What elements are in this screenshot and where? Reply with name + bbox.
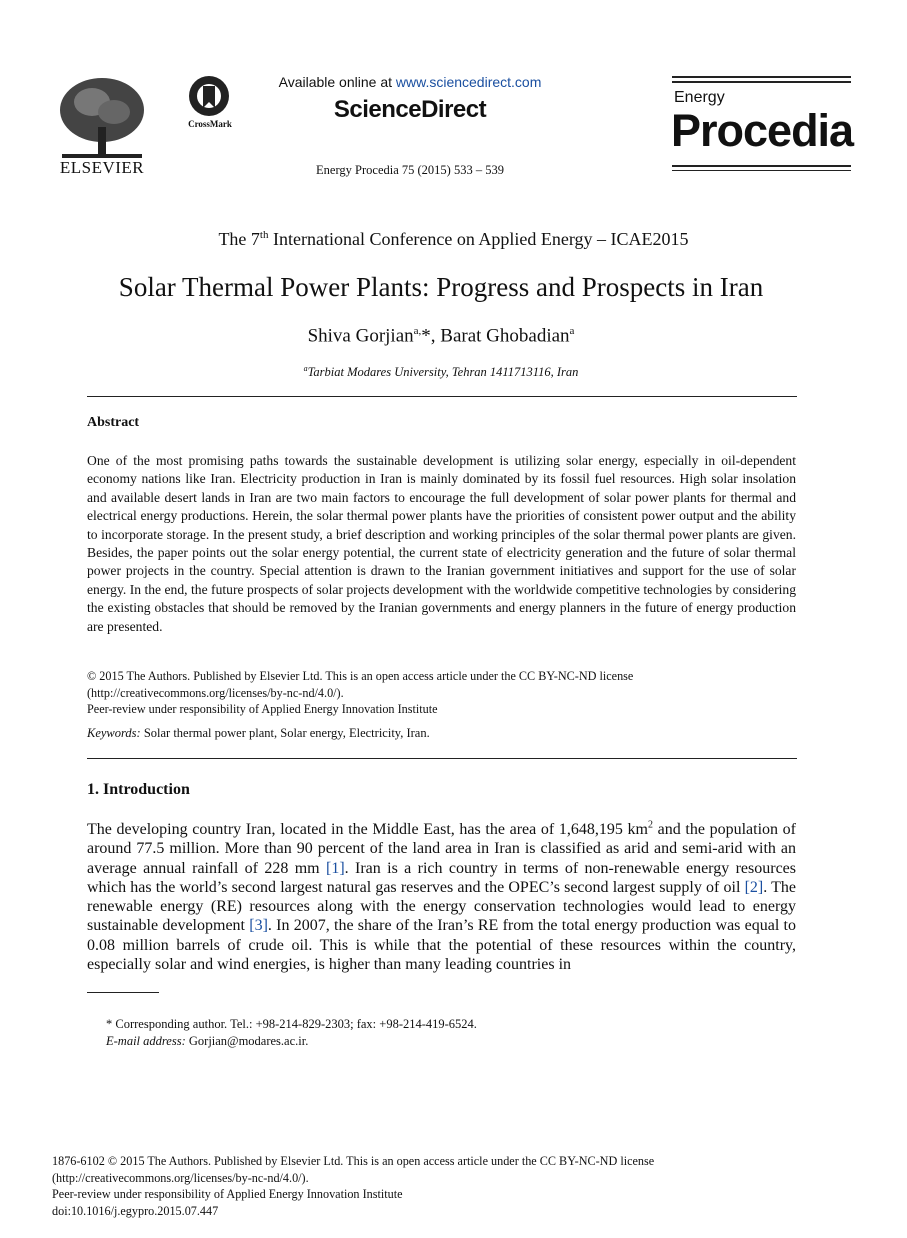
- crossmark-icon: [180, 74, 240, 120]
- procedia-bottom-rules: [672, 165, 851, 171]
- author-name: Shiva Gorjian: [307, 325, 414, 347]
- sciencedirect-link[interactable]: www.sciencedirect.com: [395, 74, 542, 90]
- reference-link[interactable]: [1]: [326, 859, 345, 877]
- elsevier-wordmark: ELSEVIER: [59, 158, 145, 177]
- license-block: [87, 668, 796, 718]
- footer-license: 1876-6102 © 2015 The Authors. Published by Elsevier Ltd. This is an open access article under the CC BY-NC-ND license: [52, 1154, 655, 1168]
- journal-name-large: Procedia: [671, 105, 854, 156]
- keywords: [87, 726, 430, 741]
- author-list: Shiva Gorjian$^{a,}$*, Barat Ghobadian$^a$: [307, 325, 575, 347]
- journal-citation: Energy Procedia 75 (2015) 533 – 539: [316, 163, 504, 177]
- page-footer: [52, 1153, 872, 1219]
- peer-review-line: Peer-review under responsibility of Applied Energy Innovation Institute: [87, 702, 438, 716]
- email-address[interactable]: Gorjian@modares.ac.ir.: [185, 1033, 309, 1048]
- paper-title: Solar Thermal Power Plants: Progress and Prospects in Iran: [118, 272, 764, 302]
- footer-peer-review: Peer-review under responsibility of Applied Energy Innovation Institute: [52, 1187, 403, 1201]
- conference-name: The 7th International Conference on Applied Energy – ICAE2015: [218, 229, 689, 249]
- keywords-text: Solar thermal power plant, Solar energy, Electricity, Iran.: [140, 726, 430, 740]
- elsevier-tree-icon: [52, 72, 152, 162]
- keywords-label: Keywords:: [87, 726, 141, 740]
- journal-name-small: Energy: [674, 89, 725, 106]
- section-heading: 1. Introduction: [87, 781, 190, 798]
- abstract-body: One of the most promising paths towards the sustainable development is utilizing solar energy, especially in oil-dependent economy nations like Iran. Electricity production in Iran is mainly dominated by its fossil fuel resources. High solar insolation and available desert lands in Iran are two main factors to encourage the full development of solar power plants for thermal and electrical energy productions. Herein, the solar thermal power plants have the priorities of consistent power output and the ability to incorporate storage. In the present study, a brief description and working principles of the solar thermal power plants are given. Besides, the paper points out the solar energy potential, the current state of electricity generation and the future of solar thermal power projects in the country. Special attention is drawn to the Iranian government initiatives and support for the use of solar energy. In the end, the future prospects of solar projects development with the worldwide competitive technologies by considering the existing obstacles that should be removed by the Iranian governments and energy planners in the future of energy production are presented.: [87, 453, 796, 634]
- sciencedirect-wordmark: ScienceDirect: [333, 96, 487, 123]
- footnote-rule: [87, 992, 159, 993]
- available-online: [250, 74, 570, 90]
- license-line: © 2015 The Authors. Published by Elsevier Ltd. This is an open access article under the CC BY-NC-ND license: [87, 669, 634, 683]
- crossmark-label: CrossMark: [188, 119, 232, 129]
- elsevier-logo: [52, 72, 152, 180]
- author-name: Barat Ghobadian: [440, 325, 570, 347]
- reference-link[interactable]: [2]: [744, 878, 764, 896]
- license-link[interactable]: (http://creativecommons.org/licenses/by-nc-nd/4.0/).: [87, 685, 344, 700]
- affiliation: $^a$Tarbiat Modares University, Tehran 1411713116, Iran: [303, 364, 579, 380]
- footer-license-link[interactable]: (http://creativecommons.org/licenses/by-nc-nd/4.0/).: [52, 1170, 309, 1185]
- corresponding-author: * Corresponding author. Tel.: +98-214-829-2303; fax: +98-214-419-6524.: [106, 1017, 477, 1031]
- crossmark-logo[interactable]: [180, 74, 240, 134]
- reference-link[interactable]: [3]: [249, 917, 268, 935]
- doi[interactable]: doi:10.1016/j.egypro.2015.07.447: [52, 1203, 219, 1218]
- title-divider: [87, 396, 797, 397]
- abstract-divider: [87, 758, 797, 759]
- available-online-prefix: Available online at: [278, 74, 396, 90]
- intro-paragraph: The developing country Iran, located in the Middle East, has the area of 1,648,195 $km^2$ and the population of around 77.5 million. More than 90 percent of the land area in Iran is classified as arid and semi-arid with an average annual rainfall of 228 mm [1]. Iran is a rich country in terms of non-renewable energy resources which has the world’s second largest natural gas reserves and the OPEC’s second largest supply of oil [2]. The renewable energy (RE) resources along with the energy conservation technologies would lead to energy sustainable development [3]. In 2007, the share of the Iran’s RE from the total energy production was equal to 0.08 million barrels of crude oil. This is while that the potential of these resources within the country, especially solar and wind energies, is higher than many leading countries in: [87, 819, 797, 974]
- footnote: [106, 1016, 477, 1049]
- procedia-top-rules: [672, 76, 851, 83]
- abstract-heading: Abstract: [87, 415, 140, 430]
- email-line: E-mail address: Gorjian@modares.ac.ir.: [106, 1033, 309, 1048]
